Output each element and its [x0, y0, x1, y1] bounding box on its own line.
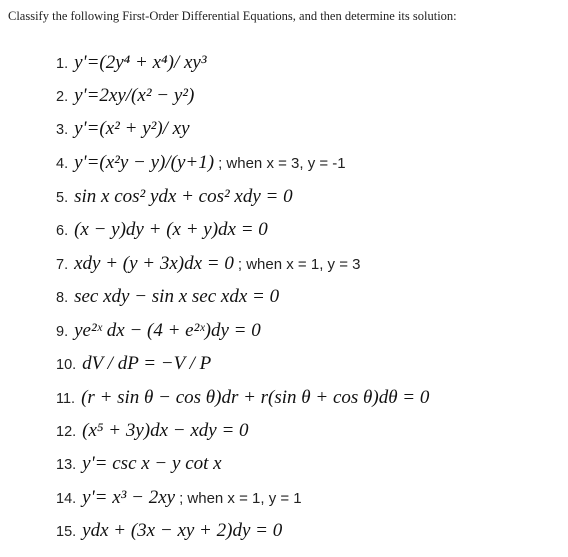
equation-number: 11.: [56, 391, 76, 407]
equation-number: 8.: [56, 290, 69, 306]
equation-number: 3.: [56, 122, 69, 138]
equation-text: y'= csc x − y cot x: [82, 453, 222, 474]
equation-text: y'= x³ − 2xy: [82, 487, 176, 508]
equation-text: sin x cos² ydx + cos² xdy = 0: [74, 186, 293, 207]
equation-item: [56, 320, 261, 342]
equation-text: (x − y)dy + (x + y)dx = 0: [74, 219, 268, 240]
equation-number: 4.: [56, 156, 69, 172]
equation-item: [56, 487, 302, 509]
equation-item: [56, 186, 293, 208]
equation-item: [56, 253, 360, 275]
equation-number: 1.: [56, 56, 69, 72]
equation-text: sec xdy − sin x sec xdx = 0: [74, 286, 280, 307]
equation-text: y'=(x² + y²)/ xy: [74, 118, 190, 139]
equation-item: [56, 353, 211, 375]
equation-number: 7.: [56, 257, 69, 273]
equation-text: (r + sin θ − cos θ)dr + r(sin θ + cos θ)dθ = 0: [81, 387, 430, 408]
equation-number: 9.: [56, 324, 69, 340]
equation-item: [56, 387, 429, 409]
equation-number: 15.: [56, 524, 77, 540]
equation-text: y'=(x²y − y)/(y+1): [74, 152, 215, 173]
initial-condition: ; when x = 1, y = 1: [179, 490, 302, 507]
equation-item: [56, 420, 249, 442]
equation-text: y'=(2y⁴ + x⁴)/ xy³: [74, 52, 207, 73]
equation-item: [56, 453, 222, 475]
equation-number: 13.: [56, 457, 77, 473]
equation-text: ye²ˣ dx − (4 + e²ˣ)dy = 0: [74, 320, 261, 341]
equation-number: 12.: [56, 424, 77, 440]
equation-item: [56, 219, 268, 241]
equation-item: [56, 152, 346, 174]
equation-text: ydx + (3x − xy + 2)dy = 0: [82, 520, 283, 541]
equation-item: [56, 52, 207, 74]
equation-item: [56, 286, 279, 308]
equation-number: 2.: [56, 89, 69, 105]
equation-item: [56, 85, 194, 107]
equation-text: dV / dP = −V / P: [82, 353, 212, 374]
equation-text: (x⁵ + 3y)dx − xdy = 0: [82, 420, 249, 441]
instructions-header: Classify the following First-Order Differential Equations, and then determine its solution:: [8, 9, 457, 23]
equation-number: 10.: [56, 357, 77, 373]
initial-condition: ; when x = 1, y = 3: [237, 256, 361, 273]
equation-item: [56, 520, 282, 542]
initial-condition: ; when x = 3, y = -1: [218, 155, 346, 172]
equation-text: xdy + (y + 3x)dx = 0: [74, 253, 234, 274]
equation-number: 6.: [56, 223, 69, 239]
equation-item: [56, 118, 190, 140]
equation-text: y'=2xy/(x² − y²): [74, 85, 195, 106]
equation-number: 5.: [56, 190, 69, 206]
equation-number: 14.: [56, 491, 77, 507]
